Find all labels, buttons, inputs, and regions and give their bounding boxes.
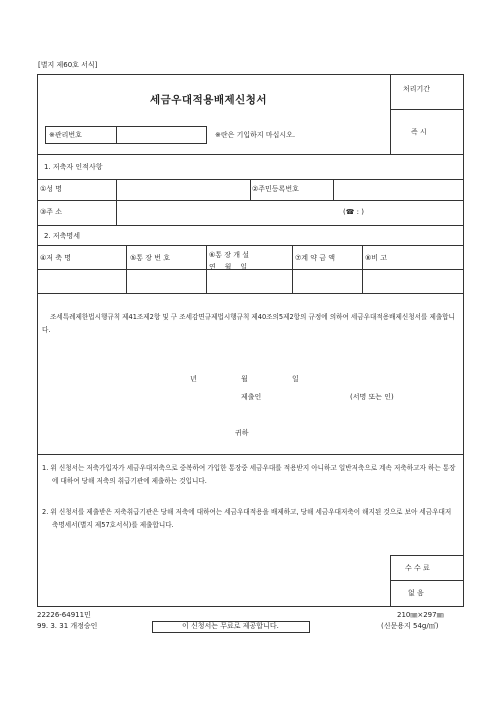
processing-period-value: 즉 시 — [411, 128, 427, 136]
divider — [37, 225, 464, 226]
column-header: ⑥통 장 개 설 연 월 일 — [209, 251, 249, 271]
note-1: 1. 위 신청서는 저축가입자가 세금우대저축으로 중복하여 가입한 통장중 세금우대를 적용받지 아니하고 일반저축으로 계속 저축하고자 하는 통장에 대하여 당해 저축의 취급기관에 제출하는 것입니다. — [42, 464, 456, 485]
divider — [390, 109, 464, 110]
divider — [116, 126, 117, 144]
date-day-label: 일 — [292, 375, 299, 383]
paper-type: (신문용지 54g/㎡) — [381, 622, 439, 630]
approval-date: 99. 3. 31 개정승인 — [37, 622, 98, 630]
name-label: ①성 명 — [40, 185, 63, 193]
document-number: 22226-64911민 — [37, 611, 91, 619]
applicant-label: 제출인 — [241, 393, 262, 401]
divider — [37, 154, 464, 155]
date-month-label: 월 — [241, 375, 248, 383]
section1-heading: 1. 저축자 인적사항 — [44, 163, 103, 171]
address-label: ③주 소 — [40, 208, 63, 216]
divider — [37, 454, 464, 455]
declaration-text: 조세특례제한법시행규칙 제41조제2항 및 구 조세감면규제법시행규칙 제40조의5제2항의 규정에 의하여 세금우대적용배제신청서를 제출합니다. — [42, 313, 455, 334]
signature-label: (서명 또는 인) — [350, 393, 394, 401]
form-reference: [별지 제60호 서식] — [38, 61, 98, 69]
divider — [390, 555, 464, 556]
note-2: 2. 위 신청서를 제출받은 저축취급기관은 당해 저축에 대하여는 세금우대적용을 배제하고, 당해 세금우대저축이 해지된 것으로 보아 세금우대저축명세서(별지 제57호서식)를 제출합니다. — [42, 508, 452, 529]
fee-value: 없 음 — [408, 589, 424, 597]
column-header: ④저 축 명 — [40, 254, 72, 262]
date-year-label: 년 — [190, 375, 197, 383]
resident-no-label: ②주민등록번호 — [252, 185, 299, 193]
divider — [390, 580, 464, 581]
divider — [333, 179, 334, 200]
fill-out-note: ※란은 기입하지 마십시오. — [215, 131, 296, 139]
divider — [37, 245, 464, 246]
divider — [390, 555, 391, 607]
divider — [37, 293, 464, 294]
paper-size: 210㎜×297㎜ — [397, 611, 444, 619]
column-header: ⑧비 고 — [365, 254, 388, 262]
section2-heading: 2. 저축명세 — [44, 232, 80, 240]
table-row — [37, 269, 464, 270]
divider — [116, 179, 117, 225]
phone-label: (☎ : ) — [343, 208, 364, 216]
divider — [390, 74, 391, 154]
column-header: ⑤통 장 번 호 — [130, 254, 170, 262]
management-no-label: ※관리번호 — [49, 131, 82, 139]
column-header: ⑦계 약 금 액 — [295, 254, 335, 262]
form-title: 세금우대적용배제신청서 — [150, 94, 268, 106]
free-notice: 이 신청서는 무료로 제공합니다. — [182, 622, 279, 630]
divider — [37, 200, 464, 201]
fee-label: 수 수 료 — [405, 564, 430, 572]
recipient-label: 귀하 — [235, 429, 249, 437]
divider — [250, 179, 251, 200]
processing-period-label: 처리기간 — [403, 85, 431, 93]
